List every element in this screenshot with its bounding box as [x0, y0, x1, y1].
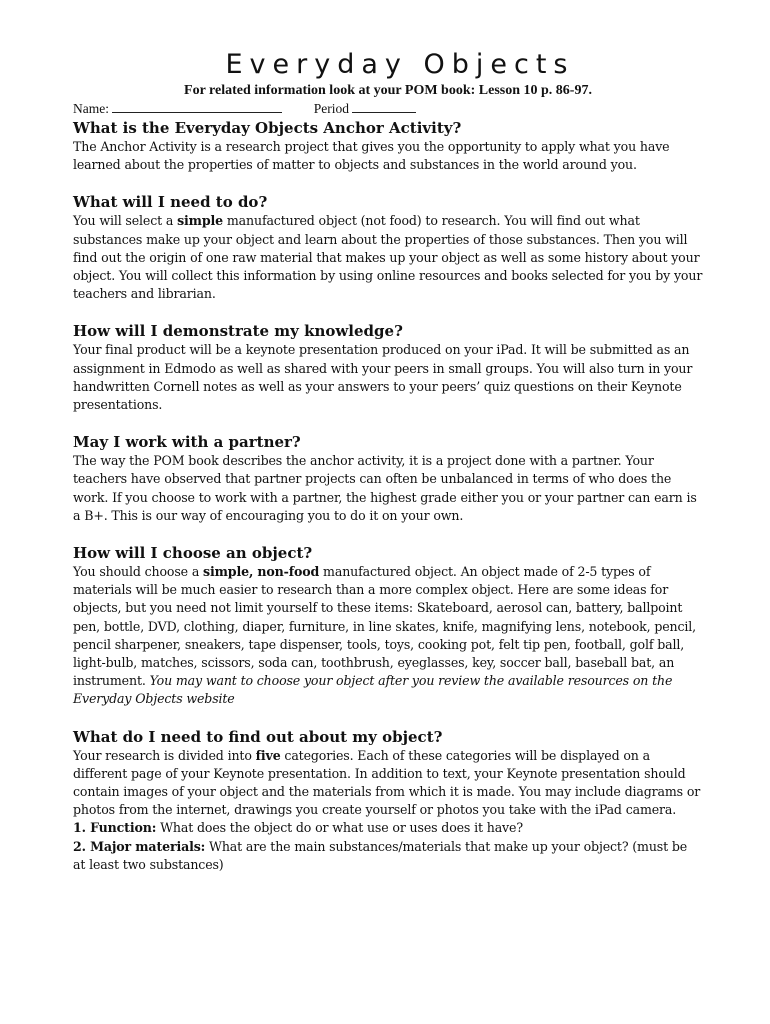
section-demonstrate-knowledge — [73, 321, 703, 414]
name-label: Name: — [73, 101, 109, 116]
document-page — [73, 48, 703, 874]
name-field[interactable] — [112, 101, 282, 113]
section-body: Your research is divided into five categories. Each of these categories will be displayed on a different page of your Keynote presentation. In addition to text, your Keynote presentation should contain images of your object and the materials from which it is made. You may include diagrams or photos from the internet, drawings you create yourself or photos you take with the iPad camera. — [73, 747, 701, 818]
section-choose-object — [73, 543, 703, 709]
name-period-line — [73, 100, 703, 118]
section-body: The Anchor Activity is a research project that gives you the opportunity to apply what you have learned about the properties of matter to objects and substances in the world around you. — [73, 139, 670, 173]
list-item: 2. Major materials: What are the main substances/materials that make up your object? (must be at least two substances) — [73, 838, 688, 872]
section-body: The way the POM book describes the anchor activity, it is a project done with a partner. Your teachers have observed that partner projects can often be unbalanced in terms of who does the work. If you choose to work with a partner, the highest grade either you or your partner can earn is a B+. This is our way of encouraging you to do it on your own. — [73, 453, 697, 523]
section-body: You will select a simple manufactured object (not food) to research. You will find out what substances make up your object and learn about the properties of those substances. Then you will find out the origin of one raw material that makes up your object as well as some history about your object. You will collect this information by using online resources and books selected for you by your teachers and librarian. — [73, 213, 703, 302]
section-body: Your final product will be a keynote presentation produced on your iPad. It will be submitted as an assignment in Edmodo as well as shared with your peers in small groups. You will also turn in your handwritten Cornell notes as well as your answers to your peers’ quiz questions on their Keynote presentations. — [73, 342, 693, 413]
section-heading: What will I need to do? — [73, 193, 268, 212]
section-heading: How will I choose an object? — [73, 544, 313, 563]
period-label: Period — [313, 101, 349, 116]
period-field[interactable] — [352, 101, 416, 113]
document-subtitle: For related information look at your POM book: Lesson 10 p. 86-97. — [184, 83, 592, 98]
list-item: 1. Function: What does the object do or what use or uses does it have? — [73, 820, 523, 836]
section-heading: What do I need to find out about my object? — [73, 727, 443, 746]
section-heading: What is the Everyday Objects Anchor Activity? — [73, 119, 462, 137]
section-body: You should choose a simple, non-food manufactured object. An object made of 2-5 types of materials will be much easier to research than a more complex object. Here are some ideas for objects, but you need not limit yourself to these items: Skateboard, aerosol can, battery, ballpoint pen, bottle, DVD, clothing, diaper, furniture, in line skates, knife, magnifying lens, notebook, pencil, pencil sharpener, sneakers, tape dispenser, tools, toys, cooking pot, felt tip pen, football, golf ball, light-bulb, matches, scissors, soda can, toothbrush, eyeglasses, key, soccer ball, baseball bat, an instrument. You may want to choose your object after you review the available resources on the Everyday Objects website — [73, 564, 697, 707]
section-heading: May I work with a partner? — [73, 433, 301, 452]
section-heading: How will I demonstrate my knowledge? — [73, 322, 403, 341]
section-partner — [73, 432, 703, 525]
section-what-to-do — [73, 192, 703, 303]
section-anchor-activity — [73, 118, 703, 174]
section-find-out — [73, 727, 703, 874]
document-title: Everyday Objects — [225, 49, 575, 80]
